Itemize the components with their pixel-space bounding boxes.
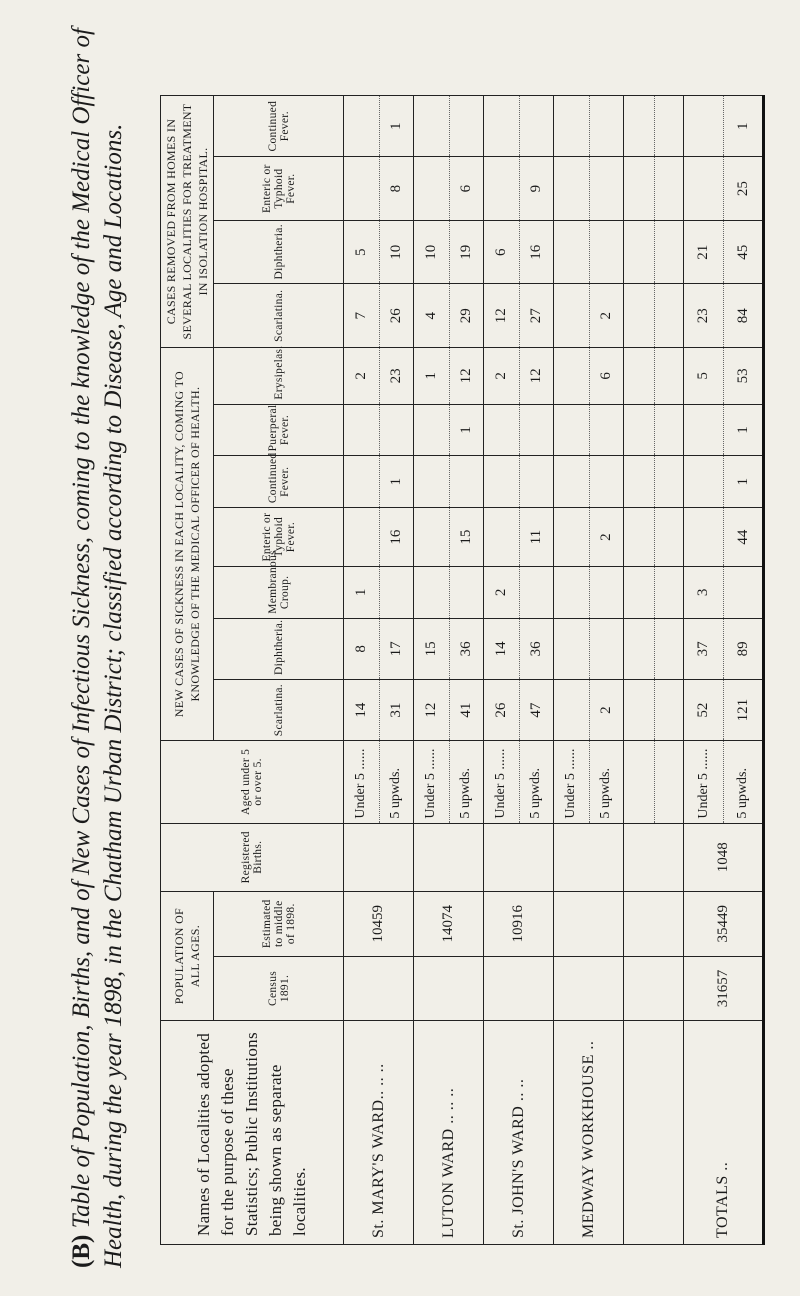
census-value xyxy=(484,956,554,1021)
removed-under-5 xyxy=(344,96,379,156)
age-cell xyxy=(414,741,484,823)
case-5-upwards xyxy=(519,456,554,507)
case-under-5 xyxy=(684,508,723,566)
case-5-upwards: 16 xyxy=(379,508,414,566)
removed-cell xyxy=(624,284,684,348)
removed-under-5 xyxy=(414,157,449,220)
case-under-5 xyxy=(624,405,654,456)
removed-5-upwards xyxy=(589,96,624,156)
table-row xyxy=(684,96,764,1245)
removed-under-5 xyxy=(414,96,449,156)
removed-under-5 xyxy=(684,96,723,156)
disease-header-erysipelas: Erysipelas. xyxy=(214,348,344,405)
removed-5-upwards xyxy=(654,284,684,347)
case-under-5: 37 xyxy=(695,641,711,657)
table-row xyxy=(554,96,624,1245)
removed-5-upwards xyxy=(654,96,684,156)
age-cell xyxy=(484,741,554,823)
case-under-5 xyxy=(554,619,589,679)
removed-header-continued: Continued Fever. xyxy=(214,96,344,157)
case-under-5 xyxy=(554,456,589,507)
case-5-upwards: 17 xyxy=(379,619,414,679)
disease-header-enteric: Enteric or Typhoid Fever. xyxy=(214,508,344,567)
removed-cell xyxy=(554,220,624,284)
disease-header-diphtheria: Diphtheria. xyxy=(214,618,344,679)
case-5-upwards: 36 xyxy=(519,619,554,679)
removed-header-enteric: Enteric or Typhoid Fever. xyxy=(214,157,344,221)
case-under-5 xyxy=(344,456,379,507)
case-cell xyxy=(624,618,684,679)
age-5-upwards: 5 upwds. xyxy=(379,741,414,822)
case-cell xyxy=(344,404,414,456)
age-5-upwards xyxy=(654,741,684,822)
removed-5-upwards: 25 xyxy=(723,157,762,220)
case-5-upwards xyxy=(589,405,624,456)
census-value xyxy=(414,956,484,1021)
removed-under-5: 7 xyxy=(352,312,369,320)
case-cell xyxy=(414,348,484,405)
removed-under-5 xyxy=(344,157,379,220)
removed-cell xyxy=(684,220,764,284)
population-group-header: POPULATION OF ALL AGES. xyxy=(161,891,214,1020)
case-5-upwards: 1 xyxy=(723,405,762,456)
age-5-upwards: 5 upwds. xyxy=(449,741,484,822)
births-value xyxy=(484,823,554,891)
age-5-upwards: 5 upwds. xyxy=(589,741,624,822)
new-cases-group-header: NEW CASES OF SICKNESS IN EACH LOCALITY, COMING TO KNOWLEDGE OF THE MEDICAL OFFICER OF HEALTH. xyxy=(161,348,214,741)
births-value xyxy=(414,823,484,891)
age-5-upwards: 5 upwds. xyxy=(723,741,762,822)
removed-cell xyxy=(414,220,484,284)
removed-under-5 xyxy=(554,221,589,284)
removed-cell xyxy=(344,220,414,284)
locality-name xyxy=(624,1021,684,1245)
estimated-value xyxy=(554,891,624,956)
case-cell xyxy=(554,404,624,456)
removed-under-5 xyxy=(484,157,519,220)
removed-cell xyxy=(684,96,764,157)
case-5-upwards: 53 xyxy=(723,348,762,404)
case-5-upwards: 36 xyxy=(449,619,484,679)
case-cell xyxy=(624,680,684,741)
case-cell xyxy=(484,618,554,679)
age-header: Aged under 5 or over 5. xyxy=(161,741,344,823)
case-cell xyxy=(554,680,624,741)
removed-cell xyxy=(344,284,414,348)
case-cell xyxy=(344,618,414,679)
removed-cell xyxy=(484,220,554,284)
births-value xyxy=(554,823,624,891)
case-5-upwards xyxy=(589,567,624,618)
table-row xyxy=(484,96,554,1245)
case-cell xyxy=(484,404,554,456)
case-under-5 xyxy=(624,456,654,507)
case-5-upwards: 89 xyxy=(723,619,762,679)
case-under-5: 15 xyxy=(422,641,439,657)
case-5-upwards xyxy=(654,508,684,566)
removed-cell xyxy=(684,284,764,348)
removed-under-5 xyxy=(554,96,589,156)
births-value xyxy=(344,823,414,891)
locality-name: LUTON WARD .. .. .. xyxy=(414,1021,484,1245)
case-under-5: 14 xyxy=(492,641,509,657)
age-cell xyxy=(344,741,414,823)
case-cell xyxy=(344,456,414,508)
case-under-5 xyxy=(684,456,723,507)
removed-cell xyxy=(344,157,414,221)
removed-5-upwards: 16 xyxy=(519,221,554,284)
case-under-5 xyxy=(554,567,589,618)
census-value xyxy=(344,956,414,1021)
age-5-upwards: 5 upwds. xyxy=(519,741,554,822)
removed-5-upwards xyxy=(519,96,554,156)
case-cell xyxy=(344,348,414,405)
case-under-5 xyxy=(624,508,654,566)
census-value: 31657 xyxy=(684,956,764,1021)
age-under-5 xyxy=(624,741,654,822)
case-cell xyxy=(684,404,764,456)
births-value xyxy=(624,823,684,891)
case-cell xyxy=(554,348,624,405)
locality-name: TOTALS .. xyxy=(684,1021,764,1245)
case-under-5 xyxy=(624,680,654,740)
table-row xyxy=(344,96,414,1245)
removed-under-5 xyxy=(624,96,654,156)
removed-cell xyxy=(414,284,484,348)
age-under-5: Under 5 ...... xyxy=(493,748,509,819)
census-value xyxy=(554,956,624,1021)
removed-cell xyxy=(484,96,554,157)
removed-cell xyxy=(484,157,554,221)
case-cell xyxy=(414,680,484,741)
case-5-upwards: 2 xyxy=(589,508,624,566)
case-5-upwards: 121 xyxy=(723,680,762,740)
case-cell xyxy=(554,567,624,619)
case-5-upwards: 2 xyxy=(589,680,624,740)
removed-cell xyxy=(554,96,624,157)
removed-under-5: 12 xyxy=(492,308,509,324)
case-5-upwards xyxy=(589,619,624,679)
removed-5-upwards: 10 xyxy=(379,221,414,284)
case-5-upwards: 11 xyxy=(519,508,554,566)
case-5-upwards xyxy=(519,567,554,618)
case-under-5: 26 xyxy=(492,702,509,718)
case-cell xyxy=(554,508,624,567)
removed-under-5: 10 xyxy=(422,244,439,260)
case-under-5 xyxy=(414,567,449,618)
locality-name: St. MARY'S WARD.. .. .. xyxy=(344,1021,414,1245)
removed-cell xyxy=(624,220,684,284)
case-under-5 xyxy=(344,508,379,566)
case-5-upwards xyxy=(654,680,684,740)
case-under-5 xyxy=(484,508,519,566)
case-cell xyxy=(684,456,764,508)
removed-under-5 xyxy=(624,221,654,284)
removed-under-5 xyxy=(554,157,589,220)
case-5-upwards xyxy=(654,348,684,404)
removed-5-upwards: 45 xyxy=(723,221,762,284)
case-under-5 xyxy=(484,456,519,507)
case-under-5: 14 xyxy=(352,702,369,718)
removed-5-upwards: 1 xyxy=(379,96,414,156)
removed-under-5 xyxy=(624,157,654,220)
age-under-5: Under 5 ...... xyxy=(423,748,439,819)
removed-under-5 xyxy=(484,96,519,156)
estimated-value: 35449 xyxy=(684,891,764,956)
case-under-5 xyxy=(414,456,449,507)
table-label: (B) xyxy=(68,1234,95,1268)
case-under-5: 3 xyxy=(695,588,711,597)
case-under-5: 5 xyxy=(695,372,711,380)
removed-5-upwards xyxy=(654,221,684,284)
case-under-5 xyxy=(624,619,654,679)
age-cell xyxy=(684,741,764,823)
estimated-value: 14074 xyxy=(414,891,484,956)
case-under-5 xyxy=(624,567,654,618)
case-5-upwards: 1 xyxy=(379,456,414,507)
case-5-upwards xyxy=(449,456,484,507)
case-cell xyxy=(414,404,484,456)
case-5-upwards xyxy=(519,405,554,456)
case-cell xyxy=(414,456,484,508)
census-header: Census 1891. xyxy=(214,956,344,1021)
locality-names-header: Names of Localities adopted for the purpose of these Statistics; Public Institutions being shown as separate localities. xyxy=(161,1021,344,1245)
case-under-5 xyxy=(554,680,589,740)
case-5-upwards: 1 xyxy=(723,456,762,507)
case-under-5 xyxy=(624,348,654,404)
case-under-5 xyxy=(684,405,723,456)
case-5-upwards xyxy=(654,567,684,618)
table-row xyxy=(624,96,684,1245)
case-5-upwards xyxy=(589,456,624,507)
disease-header-continued: Continued Fever. xyxy=(214,456,344,508)
case-cell xyxy=(624,456,684,508)
case-cell xyxy=(414,618,484,679)
case-cell xyxy=(554,618,624,679)
removed-under-5 xyxy=(554,284,589,347)
case-cell xyxy=(624,508,684,567)
removed-under-5 xyxy=(624,284,654,347)
case-cell xyxy=(684,508,764,567)
removed-cell xyxy=(484,284,554,348)
case-cell xyxy=(624,567,684,619)
removed-5-upwards: 8 xyxy=(379,157,414,220)
case-under-5 xyxy=(554,405,589,456)
case-cell xyxy=(684,680,764,741)
case-5-upwards: 12 xyxy=(449,348,484,404)
age-cell xyxy=(624,741,684,823)
case-5-upwards xyxy=(654,619,684,679)
case-5-upwards: 41 xyxy=(449,680,484,740)
case-under-5: 12 xyxy=(422,702,439,718)
removed-5-upwards: 84 xyxy=(723,284,762,347)
removed-5-upwards: 27 xyxy=(519,284,554,347)
locality-name: St. JOHN'S WARD .. .. xyxy=(484,1021,554,1245)
case-under-5: 2 xyxy=(352,372,369,380)
case-cell xyxy=(484,680,554,741)
case-cell xyxy=(484,567,554,619)
table-row xyxy=(414,96,484,1245)
rotated-table-wrapper xyxy=(160,95,750,1245)
case-5-upwards: 12 xyxy=(519,348,554,404)
removed-5-upwards: 2 xyxy=(589,284,624,347)
estimated-value xyxy=(624,891,684,956)
case-5-upwards xyxy=(654,405,684,456)
case-cell xyxy=(414,508,484,567)
page-title xyxy=(18,0,178,1296)
case-under-5: 52 xyxy=(695,702,711,718)
case-cell xyxy=(624,404,684,456)
case-cell xyxy=(484,456,554,508)
case-under-5: 2 xyxy=(492,372,509,380)
removed-5-upwards: 1 xyxy=(723,96,762,156)
case-under-5 xyxy=(554,348,589,404)
case-5-upwards: 15 xyxy=(449,508,484,566)
case-cell xyxy=(344,567,414,619)
case-5-upwards xyxy=(379,567,414,618)
removed-under-5: 5 xyxy=(352,248,369,256)
case-5-upwards: 47 xyxy=(519,680,554,740)
removed-cell xyxy=(624,96,684,157)
case-5-upwards: 1 xyxy=(449,405,484,456)
removed-group-header: CASES REMOVED FROM HOMES IN SEVERAL LOCALITIES FOR TREATMENT IN ISOLATION HOSPITAL. xyxy=(161,96,214,348)
disease-header-croup: Membranous Croup. xyxy=(214,567,344,619)
removed-5-upwards: 6 xyxy=(449,157,484,220)
statistics-table xyxy=(160,95,765,1245)
removed-cell xyxy=(684,157,764,221)
disease-header-puerperal: Puerperal Fever. xyxy=(214,404,344,456)
removed-5-upwards: 9 xyxy=(519,157,554,220)
removed-5-upwards xyxy=(589,221,624,284)
table-title-text: Table of Population, Births, and of New Cases of Infectious Sickness, coming to the knowledge of the Medical Officer of Health, during the year 1898, in the Chatham Urban District; classified according to Disease, Age and Locations. xyxy=(68,28,127,1268)
case-cell xyxy=(344,508,414,567)
case-cell xyxy=(484,508,554,567)
removed-cell xyxy=(554,157,624,221)
case-cell xyxy=(624,348,684,405)
case-under-5 xyxy=(554,508,589,566)
removed-5-upwards xyxy=(654,157,684,220)
removed-5-upwards xyxy=(589,157,624,220)
removed-under-5: 6 xyxy=(492,248,509,256)
case-under-5 xyxy=(414,508,449,566)
estimated-value: 10459 xyxy=(344,891,414,956)
case-under-5: 8 xyxy=(352,645,369,653)
case-cell xyxy=(414,567,484,619)
removed-cell xyxy=(414,157,484,221)
age-under-5: Under 5 ...... xyxy=(695,748,711,819)
removed-5-upwards xyxy=(449,96,484,156)
case-5-upwards: 44 xyxy=(723,508,762,566)
case-5-upwards xyxy=(723,567,762,618)
census-value xyxy=(624,956,684,1021)
case-5-upwards xyxy=(654,456,684,507)
case-5-upwards: 23 xyxy=(379,348,414,404)
case-cell xyxy=(684,567,764,619)
case-under-5 xyxy=(484,405,519,456)
removed-5-upwards: 19 xyxy=(449,221,484,284)
births-value: 1048 xyxy=(684,823,764,891)
age-under-5: Under 5 ...... xyxy=(353,748,369,819)
removed-header-diphtheria: Diphtheria. xyxy=(214,220,344,284)
case-cell xyxy=(554,456,624,508)
case-5-upwards: 31 xyxy=(379,680,414,740)
removed-under-5: 21 xyxy=(695,244,711,260)
case-under-5: 1 xyxy=(422,372,439,380)
removed-under-5 xyxy=(684,157,723,220)
case-cell xyxy=(684,348,764,405)
removed-cell xyxy=(344,96,414,157)
case-5-upwards xyxy=(379,405,414,456)
case-5-upwards: 6 xyxy=(589,348,624,404)
case-cell xyxy=(344,680,414,741)
case-under-5 xyxy=(414,405,449,456)
removed-under-5: 23 xyxy=(695,308,711,324)
age-cell xyxy=(554,741,624,823)
removed-cell xyxy=(414,96,484,157)
removed-under-5: 4 xyxy=(422,312,439,320)
births-header: Registered Births. xyxy=(161,823,344,891)
removed-cell xyxy=(554,284,624,348)
removed-cell xyxy=(624,157,684,221)
disease-header-scarlatina: Scarlatina. xyxy=(214,680,344,741)
case-cell xyxy=(484,348,554,405)
age-under-5: Under 5 ...... xyxy=(563,748,579,819)
case-5-upwards xyxy=(449,567,484,618)
removed-header-scarlatina: Scarlatina. xyxy=(214,284,344,348)
removed-5-upwards: 29 xyxy=(449,284,484,347)
case-under-5: 1 xyxy=(352,588,369,597)
case-under-5: 2 xyxy=(492,588,509,597)
case-under-5 xyxy=(344,405,379,456)
case-cell xyxy=(684,618,764,679)
estimated-value: 10916 xyxy=(484,891,554,956)
locality-name: MEDWAY WORKHOUSE .. xyxy=(554,1021,624,1245)
estimated-header: Estimated to middle of 1898. xyxy=(214,891,344,956)
removed-5-upwards: 26 xyxy=(379,284,414,347)
